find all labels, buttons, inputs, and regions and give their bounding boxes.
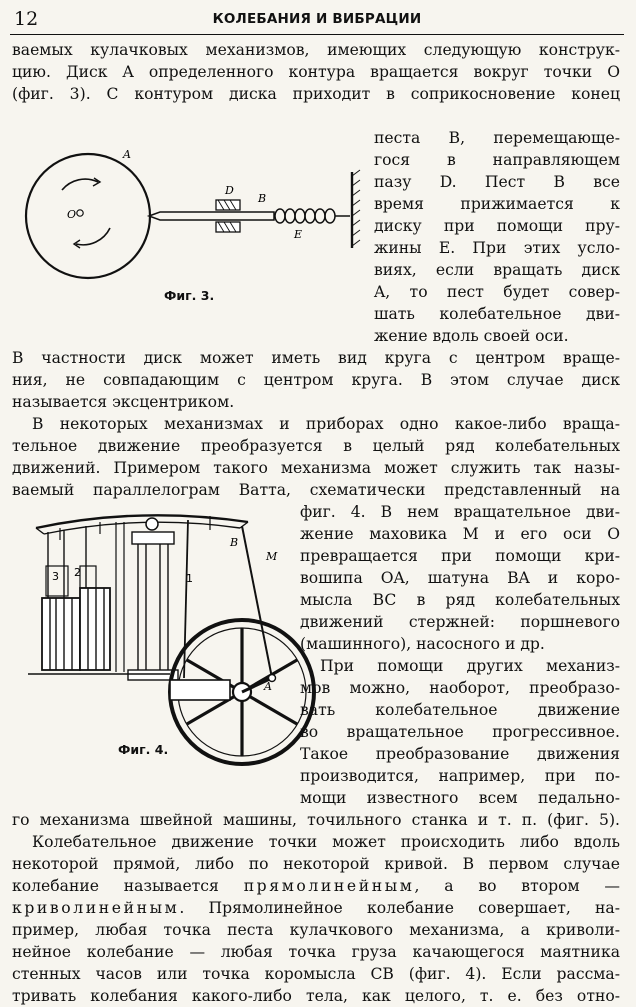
page-header bbox=[10, 8, 624, 35]
text-line: ваемых кулачковых механизмов, имеющих следующую конструк- bbox=[12, 41, 620, 59]
text-line: пазу D. Пест B все bbox=[374, 173, 620, 191]
text-line: движений стержней: поршневого bbox=[300, 613, 620, 631]
rod-1 bbox=[184, 520, 188, 678]
spring bbox=[275, 209, 350, 223]
text-line: гося в направляющем bbox=[374, 151, 620, 169]
pump-cylinder bbox=[80, 588, 110, 670]
page-number: 12 bbox=[14, 8, 39, 30]
text-line: песта B, перемещающе- bbox=[374, 129, 620, 147]
column bbox=[138, 544, 168, 670]
label-guide: D bbox=[225, 184, 234, 197]
label-rod: B bbox=[258, 192, 267, 205]
text-fragment: . Прямолинейное колебание совершает, на- bbox=[179, 899, 620, 917]
text-line: В некоторых механизмах и приборах одно какое-либо враща- bbox=[32, 415, 620, 433]
text-line: виях, если вращать диск bbox=[374, 261, 620, 279]
label-crank: A bbox=[264, 680, 272, 693]
beam-pivot bbox=[146, 518, 158, 530]
text-line: движений. Примером такого механизма может служить так назы- bbox=[12, 459, 620, 477]
text-line: нейное колебание — любая точка груза качающегося маятника bbox=[12, 943, 620, 961]
text-line-spaced bbox=[12, 875, 620, 897]
text-line: тельное движение преобразуется в целый ряд колебательных bbox=[12, 437, 620, 455]
text-line: превращается при помощи кри- bbox=[300, 547, 620, 565]
figure-3-cam-mechanism bbox=[18, 132, 368, 280]
text-line: мощи известного всем педально- bbox=[300, 789, 620, 807]
label-disk: A bbox=[123, 148, 131, 161]
text-line: называется эксцентриком. bbox=[12, 393, 235, 411]
label-rod2: 2 bbox=[74, 566, 81, 579]
text-line: При помощи других механиз- bbox=[320, 657, 620, 675]
figure-3-caption: Фиг. 3. bbox=[164, 288, 215, 303]
label-center: O bbox=[67, 208, 77, 221]
text-fragment: , а во втором — bbox=[414, 877, 620, 895]
text-line-cut: тривать колебания какого-либо тела, как целого, т. е. без отно- bbox=[12, 987, 620, 1005]
label-wheel: M bbox=[266, 550, 278, 563]
guide-top bbox=[216, 200, 240, 210]
label-rod3: 3 bbox=[52, 570, 59, 583]
cylinder bbox=[42, 598, 80, 670]
spaced-term: прямолинейным bbox=[243, 877, 415, 895]
text-line: ваемый параллелограм Ватта, схематически представленный на bbox=[12, 481, 620, 499]
rotation-arrow bbox=[62, 179, 98, 190]
figure-4-caption: Фиг. 4. bbox=[118, 742, 169, 757]
push-rod bbox=[149, 212, 274, 220]
text-line: мов можно, наоборот, преобразо- bbox=[300, 679, 620, 697]
text-line: некоторой прямой, либо по некоторой кривой. В первом случае bbox=[12, 855, 620, 873]
text-line: ния, не совпадающим с центром круга. В этом случае диск bbox=[12, 371, 620, 389]
connecting-rod bbox=[242, 526, 272, 678]
text-line: жины E. При этих усло- bbox=[374, 239, 620, 257]
label-beam-end: B bbox=[230, 536, 239, 549]
text-line: жение вдоль своей оси. bbox=[374, 327, 569, 345]
text-line: Колебательное движение точки может происходить либо вдоль bbox=[32, 833, 620, 851]
text-line: В частности диск может иметь вид круга с центром враще- bbox=[12, 349, 620, 367]
text-line: фиг. 4. В нем вращательное дви- bbox=[300, 503, 620, 521]
rotation-arrow bbox=[76, 228, 110, 245]
text-line: мысла BC в ряд колебательных bbox=[300, 591, 620, 609]
guide-bottom bbox=[216, 222, 240, 232]
text-line: цию. Диск A определенного контура вращается вокруг точки O bbox=[12, 63, 620, 81]
column-capital bbox=[132, 532, 174, 544]
text-line: жение маховика M и его оси O bbox=[300, 525, 620, 543]
base bbox=[170, 680, 230, 700]
text-line: (фиг. 3). С контуром диска приходит в соприкосновение конец bbox=[12, 85, 620, 103]
text-line-spaced bbox=[12, 897, 620, 919]
text-line: диску при помощи пру- bbox=[374, 217, 620, 235]
text-line: пример, любая точка песта кулачкового механизма, а криволи- bbox=[12, 921, 620, 939]
text-line: шать колебательное дви- bbox=[374, 305, 620, 323]
text-line: время прижимается к bbox=[374, 195, 620, 213]
text-fragment: колебание называется bbox=[12, 877, 244, 895]
text-line: во вращательное прогрессивное. bbox=[300, 723, 620, 741]
cam-disk bbox=[26, 154, 150, 278]
text-line: Такое преобразование движения bbox=[300, 745, 620, 763]
text-line: (машинного), насосного и др. bbox=[300, 635, 545, 653]
running-title: КОЛЕБАНИЯ И ВИБРАЦИИ bbox=[212, 11, 422, 27]
text-line: производится, например, при по- bbox=[300, 767, 620, 785]
text-line: го механизма швейной машины, точильного станка и т. п. (фиг. 5). bbox=[12, 811, 620, 829]
beam bbox=[36, 515, 248, 528]
cam-center bbox=[77, 210, 83, 216]
figure-4-watt-parallelogram bbox=[20, 502, 300, 734]
label-rod1: 1 bbox=[186, 572, 193, 585]
label-spring: E bbox=[294, 228, 303, 241]
text-line: стенных часов или точка коромысла CB (фиг. 4). Если рассма- bbox=[12, 965, 620, 983]
text-line: A, то пест будет совер- bbox=[374, 283, 620, 301]
text-line: вать колебательное движение bbox=[300, 701, 620, 719]
text-line: вошипа OA, шатуна BA и коро- bbox=[300, 569, 620, 587]
spaced-term: криволинейным bbox=[12, 899, 180, 917]
